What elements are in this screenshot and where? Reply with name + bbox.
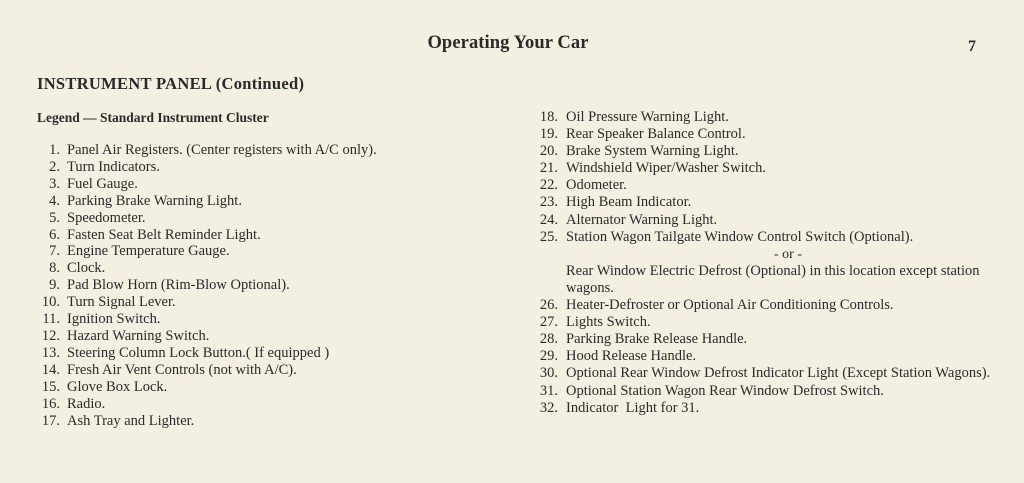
legend-item: 18 . Oil Pressure Warning Light.: [533, 109, 1003, 126]
legend-item: 23 . High Beam Indicator.: [533, 194, 1003, 211]
section-heading: INSTRUMENT PANEL (Continued): [37, 74, 305, 93]
legend-item: 13 . Steering Column Lock Button.( If equipped ): [37, 345, 497, 362]
legend-item: 30 . Optional Rear Window Defrost Indicator Light (Except Station Wagons).: [533, 365, 1003, 382]
legend-heading: Legend — Standard Instrument Cluster: [37, 110, 269, 125]
legend-item: 7 . Engine Temperature Gauge.: [37, 243, 497, 260]
legend-item: 1 . Panel Air Registers. (Center registers with A/C only).: [37, 142, 497, 159]
legend-item: 29 . Hood Release Handle.: [533, 348, 1003, 365]
legend-item: 8 . Clock.: [37, 260, 497, 277]
item25-or-separator: - or -: [774, 246, 802, 262]
legend-item: 22 . Odometer.: [533, 177, 1003, 194]
legend-item: 25 . Station Wagon Tailgate Window Control Switch (Optional).: [533, 229, 1003, 246]
page-number: 7: [968, 38, 976, 55]
legend-item: 15 . Glove Box Lock.: [37, 379, 497, 396]
legend-item: 21 . Windshield Wiper/Washer Switch.: [533, 160, 1003, 177]
legend-item: 3 . Fuel Gauge.: [37, 176, 497, 193]
legend-item: 14 . Fresh Air Vent Controls (not with A/C).: [37, 362, 497, 379]
legend-item: 6 . Fasten Seat Belt Reminder Light.: [37, 227, 497, 244]
legend-item: 5 . Speedometer.: [37, 210, 497, 227]
legend-item: 11 . Ignition Switch.: [37, 311, 497, 328]
legend-item: 31 . Optional Station Wagon Rear Window Defrost Switch.: [533, 383, 1003, 400]
legend-item: 2 . Turn Indicators.: [37, 159, 497, 176]
legend-item: 17 . Ash Tray and Lighter.: [37, 413, 497, 430]
legend-list-left: [37, 142, 497, 429]
legend-item: 26 . Heater-Defroster or Optional Air Conditioning Controls.: [533, 297, 1003, 314]
legend-item: 16 . Radio.: [37, 396, 497, 413]
legend-item: 10 . Turn Signal Lever.: [37, 294, 497, 311]
legend-item: 32 . Indicator Light for 31.: [533, 400, 1003, 417]
legend-item: 27 . Lights Switch.: [533, 314, 1003, 331]
legend-item: 28 . Parking Brake Release Handle.: [533, 331, 1003, 348]
legend-item: 20 . Brake System Warning Light.: [533, 143, 1003, 160]
legend-item: 4 . Parking Brake Warning Light.: [37, 193, 497, 210]
item25-alternate-text: Rear Window Electric Defrost (Optional) in this location except station wagons.: [566, 262, 980, 296]
legend-item: 9 . Pad Blow Horn (Rim-Blow Optional).: [37, 277, 497, 294]
legend-item: 19 . Rear Speaker Balance Control.: [533, 126, 1003, 143]
page-title: Operating Your Car: [427, 33, 589, 53]
legend-list-right: [533, 109, 1003, 417]
legend-item: 24 . Alternator Warning Light.: [533, 212, 1003, 229]
legend-item: 12 . Hazard Warning Switch.: [37, 328, 497, 345]
